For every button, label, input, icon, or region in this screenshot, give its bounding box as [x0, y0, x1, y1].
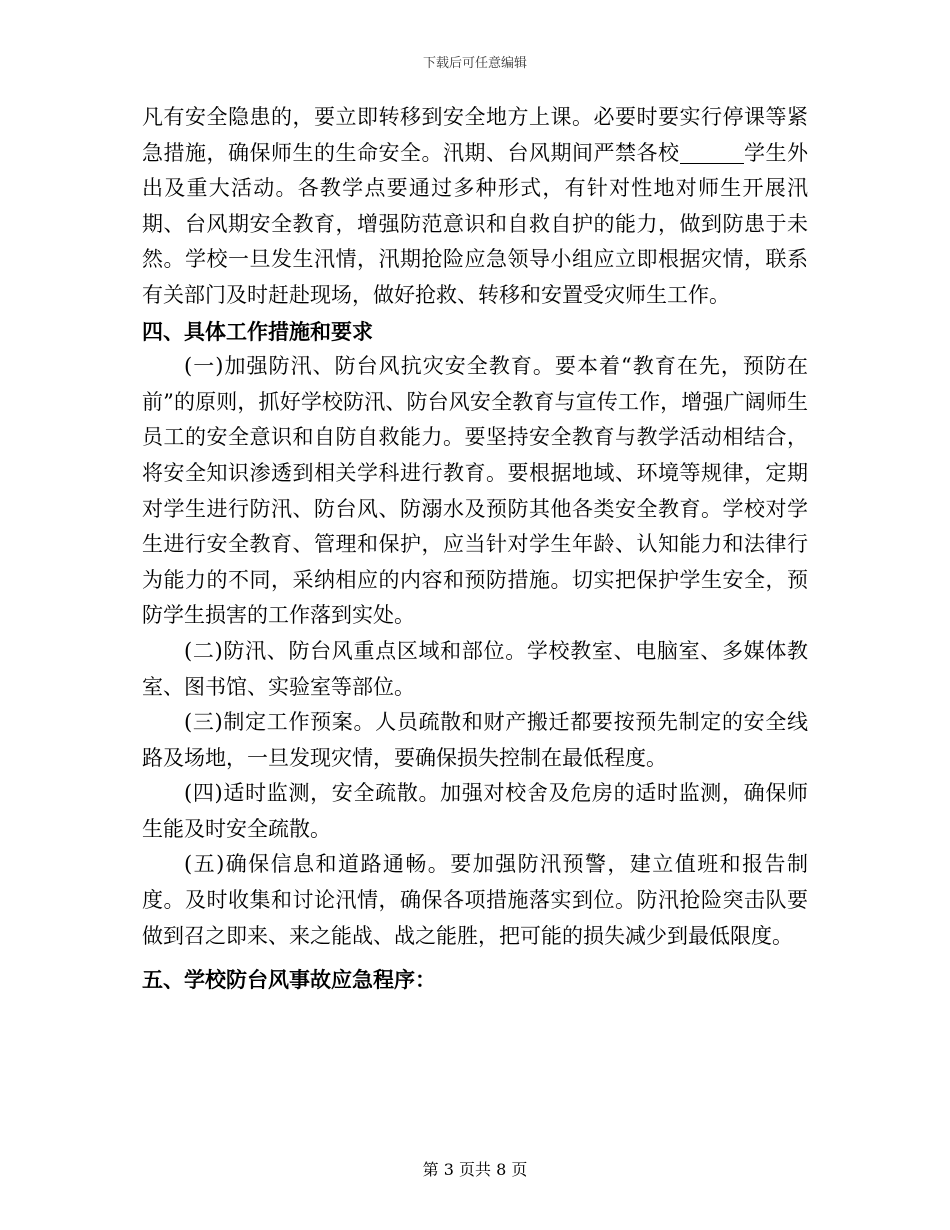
section-heading-4: 四、具体工作措施和要求 — [142, 318, 373, 344]
measure-item-5: (五)确保信息和道路通畅。要加强防汛预警，建立值班和报告制度。及时收集和讨论汛情，确保各项措施落实到位。防汛抢险突击队要做到召之即来、来之能战、战之能胜，把可能的损失减少到最低限度。 — [142, 852, 808, 948]
paragraph-continuation — [142, 100, 808, 314]
measure-item-4: (四)适时监测，安全疏散。加强对校舍及危房的适时监测，确保师生能及时安全疏散。 — [142, 781, 808, 841]
measure-item-2: (二)防汛、防台风重点区域和部位。学校教室、电脑室、多媒体教室、图书馆、实验室等部位。 — [142, 638, 808, 699]
page-footer: 第 3 页共 8 页 — [422, 1160, 528, 1179]
page-header: 下载后可任意编辑 — [422, 56, 527, 71]
paragraph-text-part2: 学生外出及重大活动。各教学点要通过多种形式，有针对性地对师生开展汛期、台风期安全教育，增强防范意识和自救自护的能力，做到防患于未然。学校一旦发生汛情，汛期抢险应急领导小组应立即根据灾情，联系有关部门及时赶赴现场，做好抢救、转移和安置受灾师生工作。 — [142, 140, 808, 307]
document-body — [142, 100, 808, 998]
measure-item-3: (三)制定工作预案。人员疏散和财产搬迁都要按预先制定的安全线路及场地，一旦发现灾情，要确保损失控制在最低程度。 — [142, 710, 808, 770]
fill-in-blank — [680, 143, 744, 164]
measure-item-1: (一)加强防汛、防台风抗灾安全教育。要本着“教育在先，预防在前”的原则，抓好学校防汛、防台风安全教育与宣传工作，增强广阔师生员工的安全意识和自防自救能力。要坚持安全教育与教学活动相结合，将安全知识渗透到相关学科进行教育。要根据地域、环境等规律，定期对学生进行防汛、防台风、防溺水及预防其他各类安全教育。学校对学生进行安全教育、管理和保护，应当针对学生年龄、认知能力和法律行为能力的不同，采纳相应的内容和预防措施。切实把保护学生安全，预防学生损害的工作落到实处。 — [142, 354, 808, 628]
paragraph-text-part1: 凡有安全隐患的，要立即转移到安全地方上课。必要时要实行停课等紧急措施，确保师生的生命安全。汛期、台风期间严禁各校 — [142, 105, 808, 165]
section-heading-5: 五、学校防台风事故应急程序： — [142, 967, 436, 993]
